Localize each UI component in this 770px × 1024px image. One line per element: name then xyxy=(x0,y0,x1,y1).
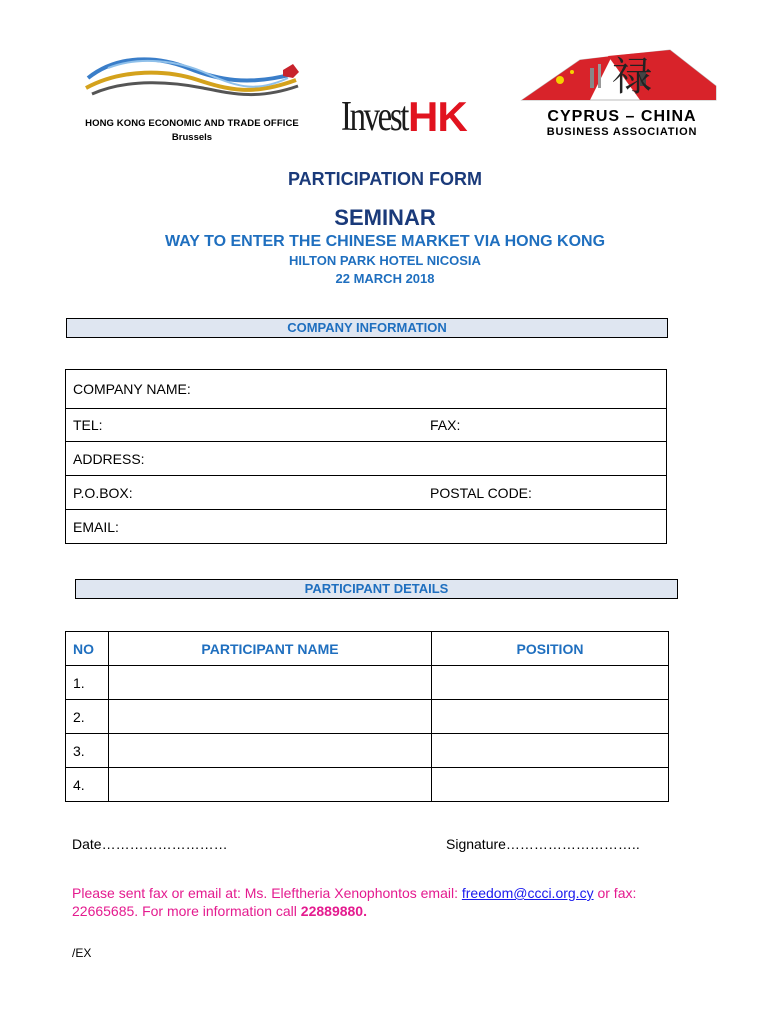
company-name-label: COMPANY NAME: xyxy=(73,381,191,397)
cyprus-china-logo xyxy=(520,42,720,142)
table-row xyxy=(66,734,669,768)
position-cell[interactable] xyxy=(432,734,669,768)
dragon-ribbon-icon xyxy=(78,48,308,110)
table-row xyxy=(66,666,669,700)
row-number: 3. xyxy=(66,734,109,768)
hketo-logo xyxy=(72,48,312,148)
event-type: SEMINAR xyxy=(334,205,436,230)
table-row xyxy=(66,768,669,802)
participant-details-heading: PARTICIPANT DETAILS xyxy=(75,579,678,599)
signature-line[interactable]: Signature……………………….. xyxy=(446,836,640,852)
postal-code-label: POSTAL CODE: xyxy=(430,484,532,501)
fax-field[interactable] xyxy=(423,409,667,442)
position-cell[interactable] xyxy=(432,666,669,700)
event-name: WAY TO ENTER THE CHINESE MARKET VIA HONG KONG xyxy=(164,233,606,250)
flag-emblem-icon xyxy=(520,42,720,106)
hketo-city: Brussels xyxy=(171,132,213,143)
company-name-field[interactable] xyxy=(66,370,667,409)
form-title: PARTICIPATION FORM xyxy=(288,169,482,189)
participant-name-cell[interactable] xyxy=(109,768,432,802)
row-number: 4. xyxy=(66,768,109,802)
contact-phone: 22889880. xyxy=(300,903,367,919)
address-label: ADDRESS: xyxy=(73,450,145,467)
company-information-table xyxy=(65,369,667,544)
row-number: 2. xyxy=(66,700,109,734)
pobox-field[interactable] xyxy=(66,476,424,510)
company-information-heading: COMPANY INFORMATION xyxy=(66,318,668,338)
pobox-label: P.O.BOX: xyxy=(73,484,133,501)
row-number: 1. xyxy=(66,666,109,700)
document-reference: /EX xyxy=(72,946,92,960)
position-cell[interactable] xyxy=(432,700,669,734)
fax-label: FAX: xyxy=(430,417,461,433)
investhk-logo-hk: HK xyxy=(408,93,467,140)
hketo-name: HONG KONG ECONOMIC AND TRADE OFFICE xyxy=(85,118,299,129)
position-cell[interactable] xyxy=(432,768,669,802)
column-header-no: NO xyxy=(66,632,109,666)
participant-name-cell[interactable] xyxy=(109,734,432,768)
participant-name-cell[interactable] xyxy=(109,666,432,700)
column-header-participant-name: PARTICIPANT NAME xyxy=(109,632,432,666)
ccba-glyph: 禄 xyxy=(612,54,652,100)
participant-table xyxy=(65,631,669,802)
investhk-logo-invest: Invest xyxy=(341,94,408,140)
event-date: 22 MARCH 2018 xyxy=(335,271,435,286)
address-field[interactable] xyxy=(66,442,667,476)
table-row xyxy=(66,700,669,734)
participant-name-cell[interactable] xyxy=(109,700,432,734)
event-venue: HILTON PARK HOTEL NICOSIA xyxy=(289,253,481,268)
email-label: EMAIL: xyxy=(73,518,119,535)
tel-field[interactable] xyxy=(66,409,424,442)
contact-email-link[interactable]: freedom@ccci.org.cy xyxy=(461,885,594,901)
note-prefix: Please sent fax or email at: Ms. Eleftheria Xenophontos email: xyxy=(72,885,462,901)
date-line[interactable]: Date……………………… xyxy=(72,836,228,852)
column-header-position: POSITION xyxy=(432,632,669,666)
email-field[interactable] xyxy=(66,510,667,544)
contact-note xyxy=(72,884,692,920)
tel-label: TEL: xyxy=(73,417,103,433)
ccba-subname: BUSINESS ASSOCIATION xyxy=(546,126,698,138)
note-middle: or fax: 22665685. For more information call xyxy=(72,885,637,919)
ccba-name: CYPRUS – CHINA xyxy=(547,108,697,125)
postal-code-field[interactable] xyxy=(423,476,667,510)
investhk-logo xyxy=(341,93,467,140)
